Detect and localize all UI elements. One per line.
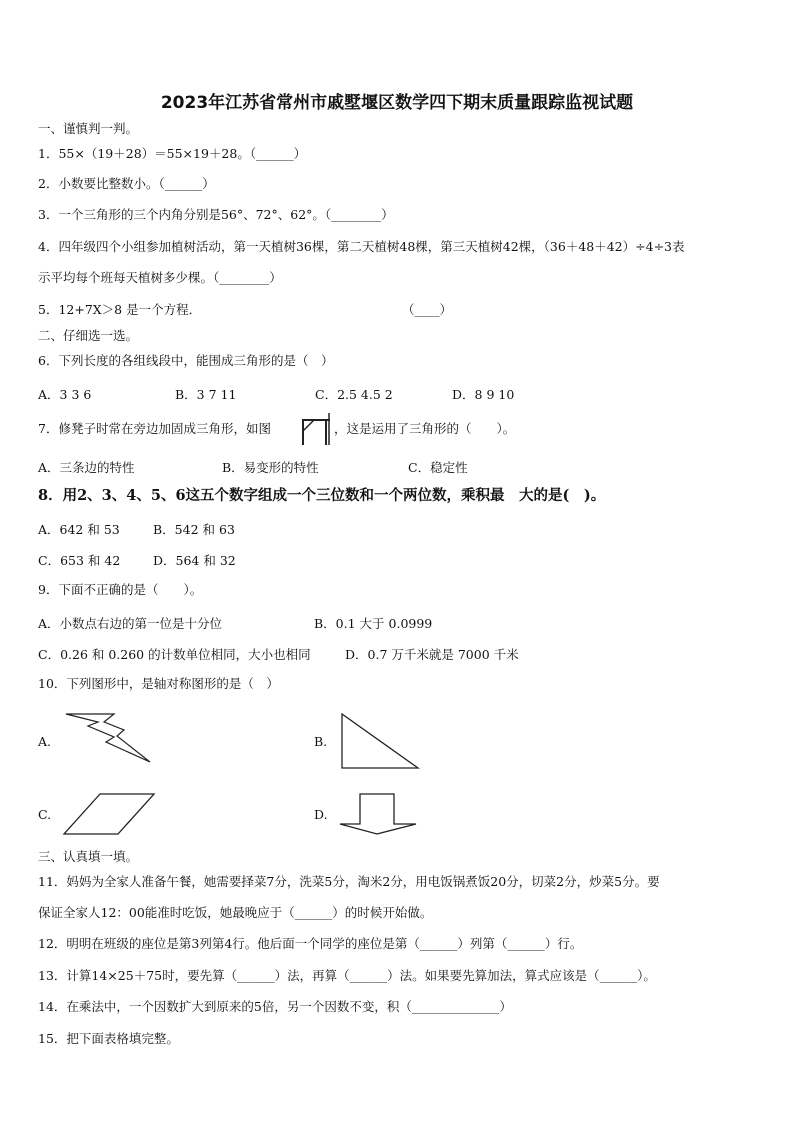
q9-option-d: D．0.7 万千米就是 7000 千米 <box>345 647 519 662</box>
question-1: 1．55×（19＋28）＝55×19＋28。（______） <box>38 146 307 161</box>
right-triangle-shape <box>338 710 422 772</box>
question-12: 12．明明在班级的座位是第3列第4行。他后面一个同学的座位是第（______）列第（______）行。 <box>38 936 583 951</box>
question-13: 13．计算14×25＋75时，要先算（______）法，再算（______）法。如果要先算加法，算式应该是（______）。 <box>38 968 656 983</box>
question-3: 3．一个三角形的三个内角分别是56°、72°、62°。（________） <box>38 207 394 222</box>
q10-label-d: D. <box>314 807 328 822</box>
q8-option-a: A．642 和 53 <box>38 522 120 537</box>
q8-option-c: C．653 和 42 <box>38 553 121 568</box>
q8-option-d: D．564 和 32 <box>153 553 236 568</box>
stool-figure <box>300 411 332 447</box>
down-arrow-shape <box>338 790 422 838</box>
q6-option-c: C．2.5 4.5 2 <box>315 387 393 402</box>
section-heading-2: 二、仔细选一选。 <box>38 328 139 343</box>
page-title: 2023年江苏省常州市戚墅堰区数学四下期末质量跟踪监视试题 <box>160 93 634 113</box>
section-heading-3: 三、认真填一填。 <box>38 849 139 864</box>
parallelogram-shape <box>62 790 158 838</box>
q10-label-c: C. <box>38 807 52 822</box>
question-6: 6．下列长度的各组线段中，能围成三角形的是（ ） <box>38 353 334 368</box>
q8-option-b: B．542 和 63 <box>153 522 235 537</box>
question-11-line-1: 11．妈妈为全家人准备午餐，她需要择菜7分，洗菜5分，淘米2分，用电饭锅煮饭20分，切菜2分，炒菜5分。要 <box>38 874 660 889</box>
section-heading-1: 一、谨慎判一判。 <box>38 121 139 136</box>
question-4-line-2: 示平均每个班每天植树多少棵。（________） <box>38 270 282 285</box>
question-14: 14．在乘法中，一个因数扩大到原来的5倍，另一个因数不变，积（______________） <box>38 999 512 1014</box>
question-5-blank: （____） <box>402 302 453 317</box>
question-5: 5．12+7X＞8 是一个方程． <box>38 302 202 317</box>
q6-option-b: B．3 7 11 <box>175 387 237 402</box>
question-8: 8．用2、3、4、5、6这五个数字组成一个三位数和一个两位数，乘积最 大的是( )。 <box>38 487 606 504</box>
q7-option-b: B．易变形的特性 <box>222 460 319 475</box>
question-7-part-1: 7．修凳子时常在旁边加固成三角形，如图 <box>38 421 271 436</box>
question-9: 9．下面不正确的是（ ）。 <box>38 582 203 597</box>
question-15: 15．把下面表格填完整。 <box>38 1031 179 1046</box>
q9-option-b: B．0.1 大于 0.0999 <box>314 616 433 631</box>
q6-option-a: A．3 3 6 <box>38 387 92 402</box>
q10-label-b: B. <box>314 734 328 749</box>
question-7-part-2: ，这是运用了三角形的（ ）。 <box>334 421 516 436</box>
question-11-line-2: 保证全家人12：00能准时吃饭，她最晚应于（______）的时候开始做。 <box>38 905 433 920</box>
question-2: 2．小数要比整数小。（______） <box>38 176 215 191</box>
q6-option-d: D．8 9 10 <box>452 387 515 402</box>
q10-label-a: A. <box>38 734 52 749</box>
q9-option-a: A．小数点右边的第一位是十分位 <box>38 616 223 631</box>
question-10: 10．下列图形中，是轴对称图形的是（ ） <box>38 676 279 691</box>
question-4-line-1: 4．四年级四个小组参加植树活动，第一天植树36棵，第二天植树48棵，第三天植树42棵，（36＋48＋42）÷4÷3表 <box>38 239 685 254</box>
lightning-shape <box>62 710 157 768</box>
q7-option-a: A．三条边的特性 <box>38 460 135 475</box>
q9-option-c: C．0.26 和 0.260 的计数单位相同，大小也相同 <box>38 647 311 662</box>
q7-option-c: C．稳定性 <box>408 460 468 475</box>
